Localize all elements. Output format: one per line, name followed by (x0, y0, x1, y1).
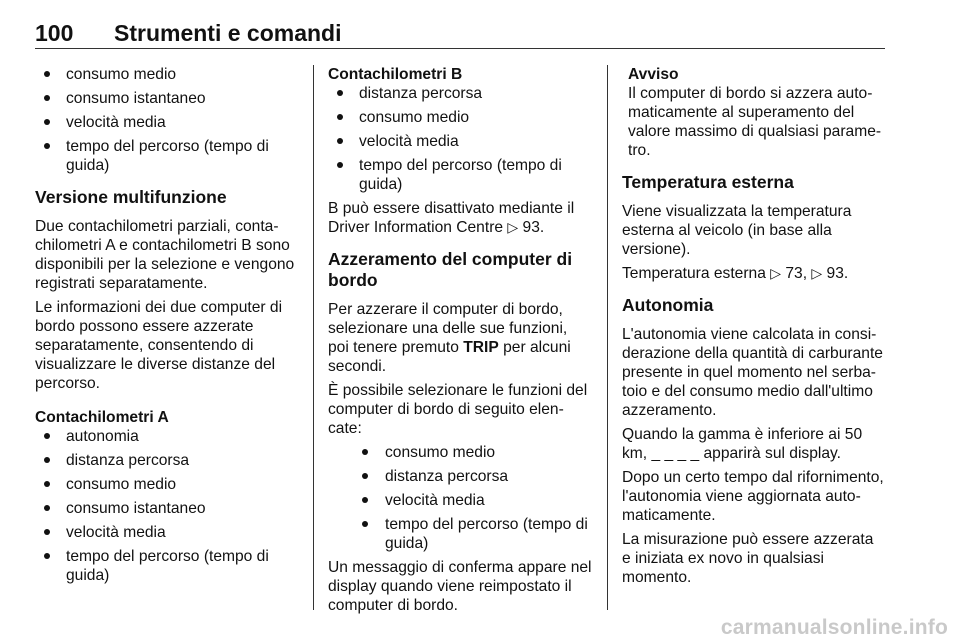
page-ref-arrow-icon: ▷ (770, 265, 782, 281)
paragraph (328, 199, 592, 237)
column-divider (607, 65, 608, 610)
list-item: consumo medio (328, 108, 592, 127)
paragraph: È possibile selezionare le funzioni del computer di bordo di seguito elencate: (328, 382, 588, 437)
column-3 (622, 65, 884, 592)
list-item: tempo del percorso (tempo di guida) (328, 156, 592, 194)
list-item: velocità media (328, 132, 592, 151)
column-2 (328, 65, 592, 620)
list-item: consumo istantaneo (35, 499, 297, 518)
bullet-list (35, 427, 297, 585)
note-body: Il computer di bordo si azzera automaticamente al superamento del valore massimo di qualsiasi parametro. (628, 85, 882, 159)
list-item: tempo del percorso (tempo di guida) (35, 137, 297, 175)
trip-key-label: TRIP (463, 339, 499, 356)
section-heading: Autonomia (622, 295, 714, 315)
list-item: velocità media (35, 523, 297, 542)
list-item: autonomia (35, 427, 297, 446)
paragraph: Quando la gamma è inferiore ai 50 km, _ _ _ _ apparirà sul display. (622, 426, 863, 462)
list-item: velocità media (35, 113, 297, 132)
watermark: carmanualsonline.info (720, 616, 948, 639)
section-heading: Azzeramento del computer di bordo (328, 249, 573, 290)
list-item: consumo medio (328, 443, 592, 462)
page-ref[interactable]: 93. (826, 265, 849, 282)
list-item: tempo del percorso (tempo di guida) (328, 515, 592, 553)
subsection-heading: Contachilometri B (328, 66, 463, 83)
page-number: 100 (35, 20, 74, 46)
column-divider (313, 65, 314, 610)
paragraph (622, 264, 884, 283)
temp-ref-text: Temperatura esterna (622, 265, 766, 282)
section-heading: Versione multifunzione (35, 187, 227, 207)
page-title: Strumenti e comandi (114, 20, 342, 46)
paragraph: L'autonomia viene calcolata in considerazione della quantità di carburante presente in quel momento nel serbatoio e del consumo medio dall'ultimo azzeramento. (622, 326, 883, 419)
paragraph (328, 300, 592, 376)
list-item: distanza percorsa (35, 451, 297, 470)
section-heading: Temperatura esterna (622, 172, 794, 192)
page-ref[interactable]: 73, (785, 265, 808, 282)
page-ref-arrow-icon: ▷ (507, 219, 519, 235)
paragraph: Le informazioni dei due computer di bordo possono essere azzerate separatamente, consentendo di visualizzare le diverse distanze del percorso. (35, 299, 283, 392)
note-title: Avviso (628, 66, 679, 83)
subsection-heading: Contachilometri A (35, 409, 169, 426)
list-item: distanza percorsa (328, 467, 592, 486)
list-item: consumo istantaneo (35, 89, 297, 108)
list-item: consumo medio (35, 65, 297, 84)
paragraph: Un messaggio di conferma appare nel display quando viene reimpostato il computer di bordo. (328, 559, 592, 614)
list-item: distanza percorsa (328, 84, 592, 103)
note-box (622, 65, 884, 160)
paragraph: Due contachilometri parziali, contachilometri A e contachilometri B sono disponibili per la selezione e vengono registrati separatamente. (35, 218, 295, 292)
paragraph: La misurazione può essere azzerata e iniziata ex novo in qualsiasi momento. (622, 531, 874, 586)
list-item: velocità media (328, 491, 592, 510)
paragraph: Dopo un certo tempo dal rifornimento, l'autonomia viene aggiornata automaticamente. (622, 469, 884, 524)
column-1 (35, 65, 297, 590)
paragraph: Viene visualizzata la temperatura esterna al veicolo (in base alla versione). (622, 203, 852, 258)
bullet-list (35, 65, 297, 175)
bullet-list (328, 443, 592, 553)
page-header (35, 0, 885, 49)
page-ref-arrow-icon: ▷ (811, 265, 823, 281)
reset-text-b: per alcuni secondi. (328, 339, 571, 375)
page-ref[interactable]: 93. (522, 219, 545, 236)
list-item: tempo del percorso (tempo di guida) (35, 547, 297, 585)
reset-text-a: Per azzerare il computer di bordo, selezionare una delle sue funzioni, poi tenere premuto (328, 301, 568, 356)
tripB-note-text: B può essere disattivato mediante il Driver Information Centre (328, 200, 575, 236)
list-item: consumo medio (35, 475, 297, 494)
bullet-list (328, 84, 592, 194)
